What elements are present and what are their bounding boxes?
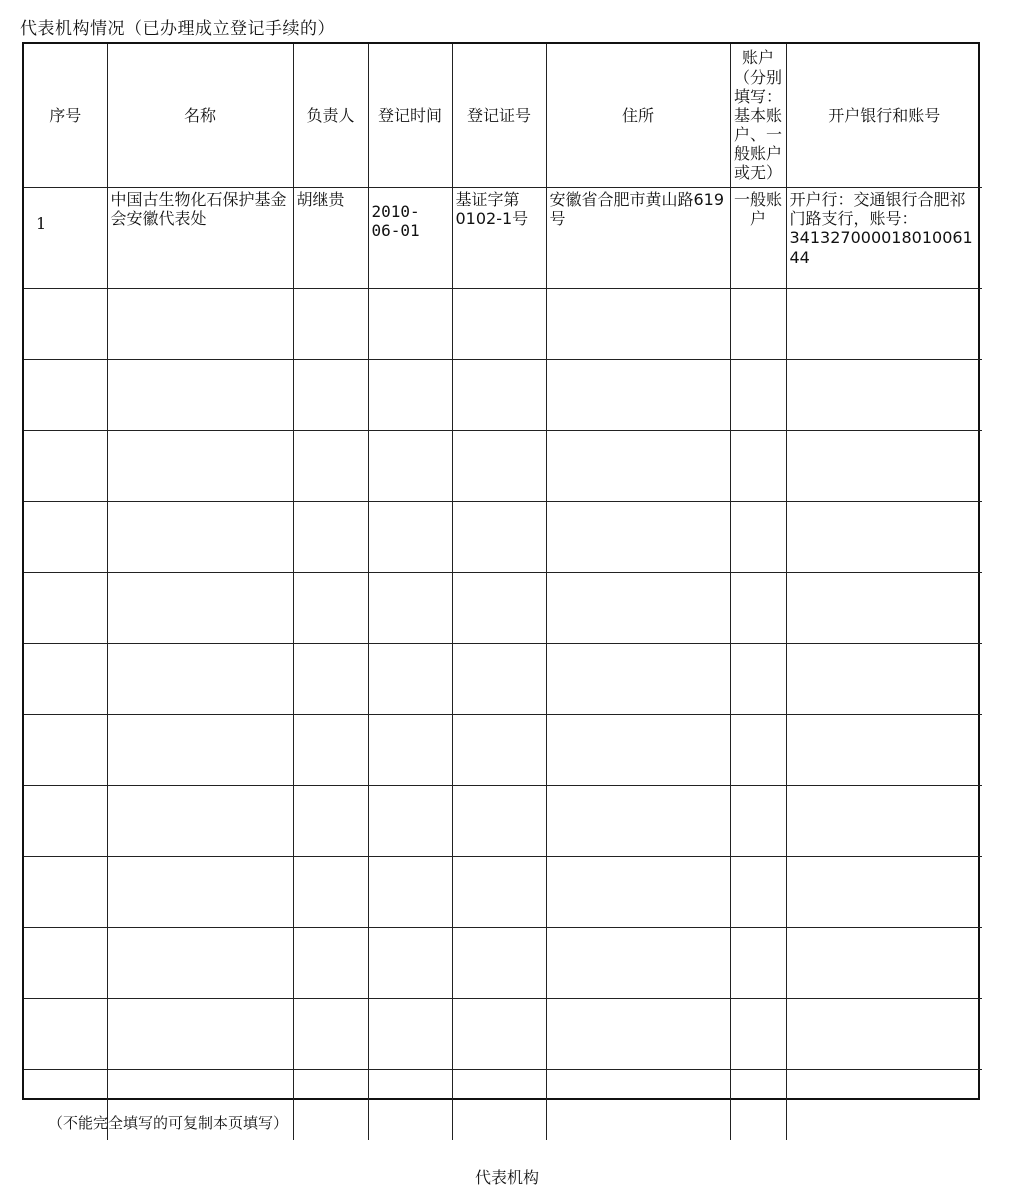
empty-cell: [546, 786, 730, 857]
cell-address: 安徽省合肥市黄山路619号: [546, 188, 730, 289]
cell-account-type: 一般账户: [730, 188, 786, 289]
empty-cell: [452, 289, 546, 360]
empty-cell: [24, 289, 107, 360]
empty-cell: [730, 289, 786, 360]
empty-cell: [546, 502, 730, 573]
empty-cell: [786, 715, 982, 786]
cell-name: 中国古生物化石保护基金会安徽代表处: [107, 188, 293, 289]
empty-cell: [786, 928, 982, 999]
header-account-type: 账户（分别填写：基本账户、一般账户或无）: [730, 44, 786, 188]
empty-cell: [546, 857, 730, 928]
table-row-empty: [24, 999, 982, 1070]
empty-cell: [107, 999, 293, 1070]
empty-cell: [730, 573, 786, 644]
table-row-empty: [24, 360, 982, 431]
table-header-row: [24, 44, 982, 188]
page-title: 代表机构情况（已办理成立登记手续的）: [20, 19, 335, 39]
empty-cell: [107, 715, 293, 786]
empty-cell: [107, 431, 293, 502]
empty-cell: [368, 360, 452, 431]
empty-cell: [546, 715, 730, 786]
empty-cell: [452, 999, 546, 1070]
empty-cell: [730, 431, 786, 502]
empty-cell: [107, 644, 293, 715]
empty-cell: [368, 573, 452, 644]
empty-cell: [368, 431, 452, 502]
header-reg-cert: 登记证号: [452, 44, 546, 188]
empty-cell: [368, 644, 452, 715]
empty-cell: [730, 360, 786, 431]
empty-cell: [24, 857, 107, 928]
empty-cell: [730, 1070, 786, 1141]
empty-cell: [452, 786, 546, 857]
empty-cell: [546, 431, 730, 502]
empty-cell: [730, 857, 786, 928]
fill-note: （不能完全填写的可复制本页填写）: [48, 1114, 289, 1132]
empty-cell: [107, 289, 293, 360]
empty-cell: [24, 928, 107, 999]
empty-cell: [107, 928, 293, 999]
empty-cell: [786, 573, 982, 644]
empty-cell: [368, 1070, 452, 1141]
empty-cell: [452, 928, 546, 999]
empty-cell: [786, 786, 982, 857]
empty-cell: [107, 502, 293, 573]
empty-cell: [368, 715, 452, 786]
table-row-empty: [24, 928, 982, 999]
representative-office-table: [24, 44, 982, 1140]
empty-cell: [24, 999, 107, 1070]
empty-cell: [786, 431, 982, 502]
empty-cell: [546, 644, 730, 715]
empty-cell: [546, 573, 730, 644]
header-reg-date: 登记时间: [368, 44, 452, 188]
empty-cell: [546, 360, 730, 431]
table-row-empty: [24, 289, 982, 360]
empty-cell: [293, 289, 368, 360]
empty-cell: [452, 715, 546, 786]
empty-cell: [730, 644, 786, 715]
empty-cell: [452, 857, 546, 928]
empty-cell: [107, 573, 293, 644]
empty-cell: [368, 289, 452, 360]
table-row-empty: [24, 502, 982, 573]
empty-cell: [730, 502, 786, 573]
empty-cell: [786, 502, 982, 573]
empty-cell: [293, 786, 368, 857]
empty-cell: [730, 715, 786, 786]
empty-cell: [107, 360, 293, 431]
cell-bank: 开户行：交通银行合肥祁门路支行，账号：341327000018010061 44: [786, 188, 982, 289]
empty-cell: [293, 999, 368, 1070]
header-address: 住所: [546, 44, 730, 188]
empty-cell: [452, 573, 546, 644]
table-row-empty: [24, 857, 982, 928]
empty-cell: [368, 928, 452, 999]
cell-reg-date: 2010-06-01: [368, 188, 452, 289]
empty-cell: [24, 431, 107, 502]
header-serial: 序号: [24, 44, 107, 188]
empty-cell: [293, 431, 368, 502]
cell-serial: 1: [24, 188, 107, 289]
empty-cell: [24, 715, 107, 786]
empty-cell: [452, 1070, 546, 1141]
empty-cell: [107, 786, 293, 857]
empty-cell: [786, 999, 982, 1070]
empty-cell: [293, 928, 368, 999]
empty-cell: [786, 360, 982, 431]
empty-cell: [293, 360, 368, 431]
empty-cell: [293, 1070, 368, 1141]
empty-cell: [452, 431, 546, 502]
cell-reg-cert: 基证字第0102-1号: [452, 188, 546, 289]
empty-cell: [786, 289, 982, 360]
empty-cell: [24, 360, 107, 431]
empty-cell: [786, 644, 982, 715]
table-row: [24, 188, 982, 289]
table-row-empty: [24, 644, 982, 715]
empty-cell: [293, 573, 368, 644]
table-row-empty: [24, 573, 982, 644]
empty-cell: [368, 786, 452, 857]
empty-cell: [730, 786, 786, 857]
empty-cell: [24, 644, 107, 715]
empty-cell: [368, 999, 452, 1070]
cell-leader: 胡继贵: [293, 188, 368, 289]
empty-cell: [293, 502, 368, 573]
empty-cell: [546, 928, 730, 999]
empty-cell: [293, 644, 368, 715]
table-row-empty: [24, 786, 982, 857]
registration-table-frame: [22, 42, 980, 1100]
empty-cell: [730, 928, 786, 999]
empty-cell: [368, 857, 452, 928]
empty-cell: [293, 715, 368, 786]
footer-label: 代表机构: [474, 1168, 539, 1187]
empty-cell: [546, 999, 730, 1070]
empty-cell: [107, 857, 293, 928]
empty-cell: [452, 502, 546, 573]
header-leader: 负责人: [293, 44, 368, 188]
empty-cell: [730, 999, 786, 1070]
empty-cell: [368, 502, 452, 573]
empty-cell: [293, 857, 368, 928]
empty-cell: [24, 573, 107, 644]
empty-cell: [546, 289, 730, 360]
header-name: 名称: [107, 44, 293, 188]
empty-cell: [546, 1070, 730, 1141]
empty-cell: [786, 857, 982, 928]
empty-cell: [452, 644, 546, 715]
header-bank: 开户银行和账号: [786, 44, 982, 188]
empty-cell: [452, 360, 546, 431]
empty-cell: [24, 502, 107, 573]
table-row-empty: [24, 715, 982, 786]
table-row-empty: [24, 431, 982, 502]
empty-cell: [24, 786, 107, 857]
empty-cell: [786, 1070, 982, 1141]
